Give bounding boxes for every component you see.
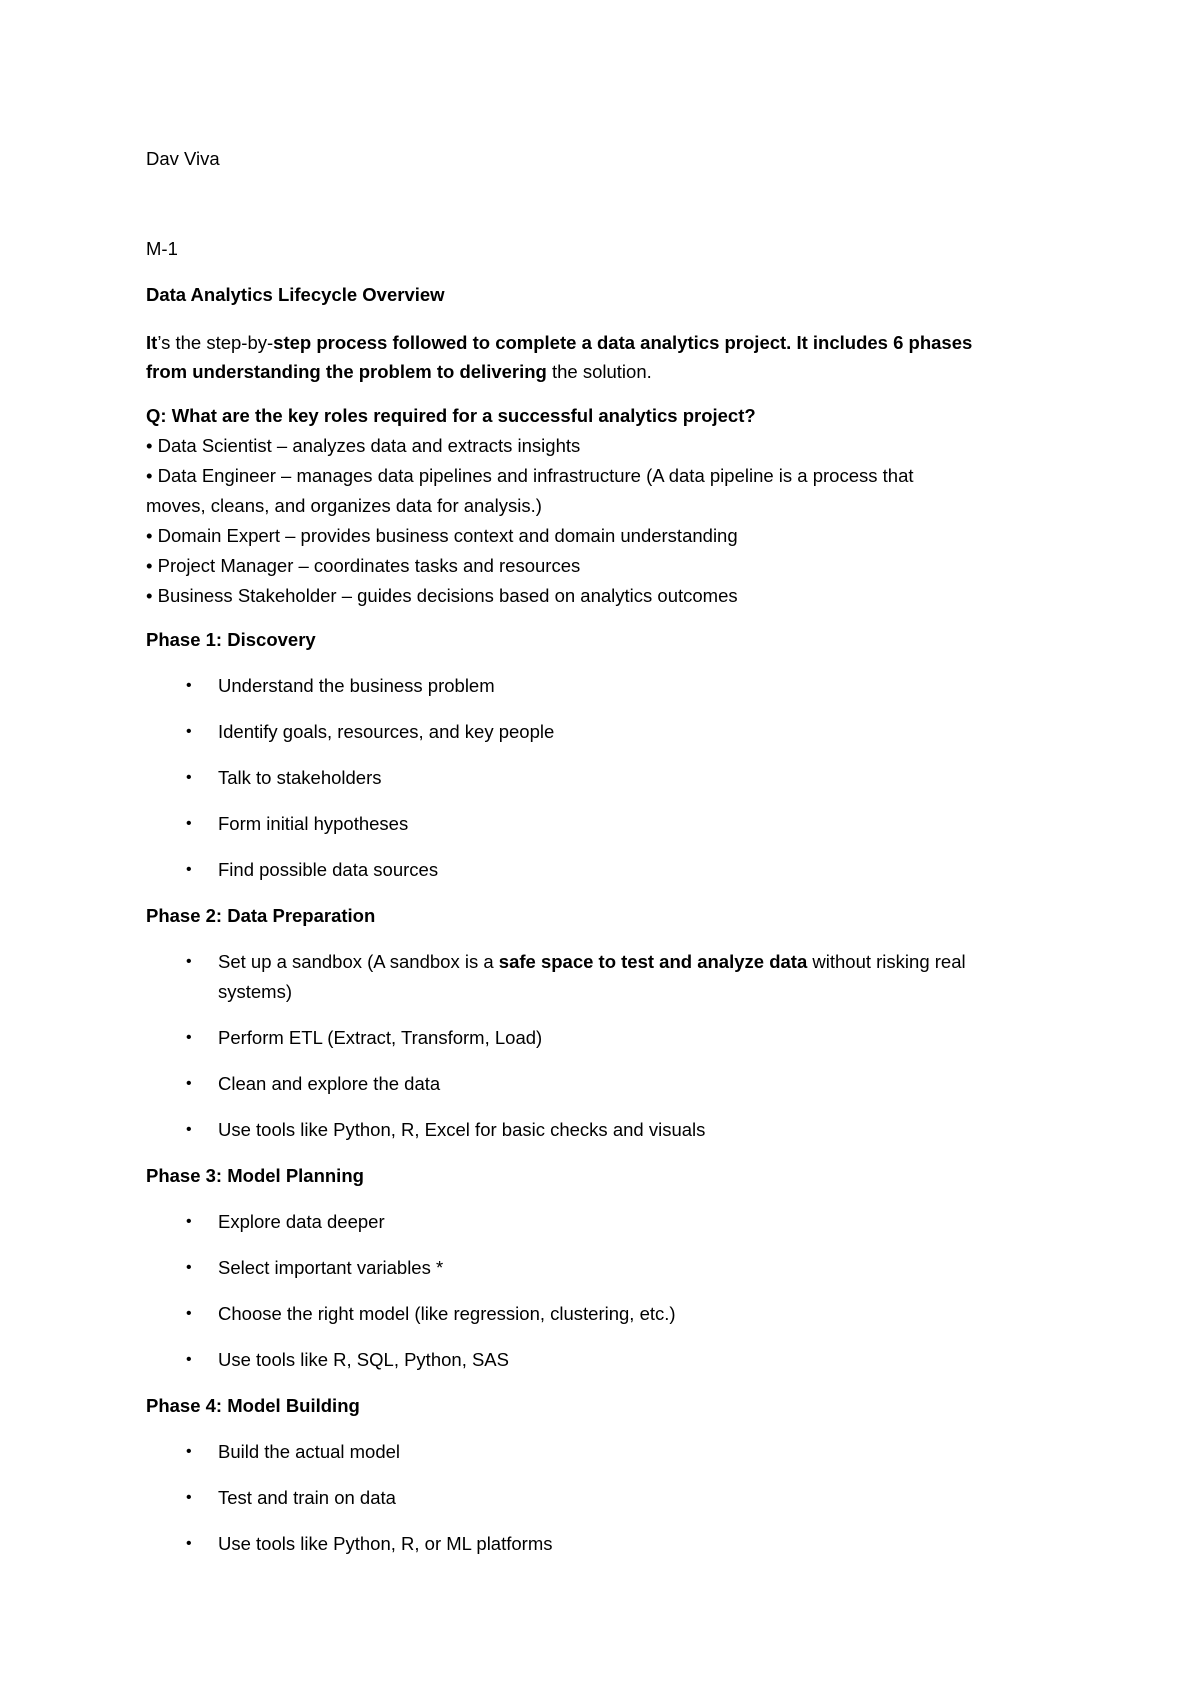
role-item: • Data Engineer – manages data pipelines and infrastructure (A data pipeline is a process that [146, 465, 914, 486]
bullet-icon: • [186, 677, 192, 694]
module-label: M-1 [146, 238, 178, 259]
intro-tail: the solution. [546, 361, 652, 382]
bullet-icon: • [186, 861, 192, 878]
phase-3-title: Phase 3: Model Planning [146, 1165, 364, 1186]
role-item-continuation: moves, cleans, and organizes data for analysis.) [146, 495, 542, 516]
bullet-icon: • [186, 1029, 192, 1046]
section-title: Data Analytics Lifecycle Overview [146, 284, 445, 305]
bullet-icon: • [186, 723, 192, 740]
bullet-icon: • [186, 1213, 192, 1230]
bullet-icon: • [186, 1259, 192, 1276]
role-item: • Project Manager – coordinates tasks and resources [146, 555, 581, 576]
sandbox-emphasis: safe space to test and analyze data [498, 951, 808, 972]
intro-bold-main: step process followed to complete a data analytics project. It includes 6 phases [273, 332, 973, 353]
bullet-icon: • [186, 815, 192, 832]
bullet-icon: • [186, 769, 192, 786]
intro-bold-end: from understanding the problem to delivering [146, 361, 547, 382]
intro-bold-start: It [146, 332, 158, 353]
phase-4-title: Phase 4: Model Building [146, 1395, 360, 1416]
bullet-icon: • [186, 1351, 192, 1368]
bullet-icon: • [186, 1075, 192, 1092]
roles-question: Q: What are the key roles required for a successful analytics project? [146, 405, 756, 426]
bullet-icon: • [186, 1535, 192, 1552]
intro-normal: ’s the step-by- [157, 332, 274, 353]
phase-2-title: Phase 2: Data Preparation [146, 905, 376, 926]
bullet-icon: • [186, 1489, 192, 1506]
bullet-icon: • [186, 1305, 192, 1322]
document-page: Dav Viva M-1 Data Analytics Lifecycle Overview It’s the step-by-step process followed to complete a data analytics project. It includes 6 phases from understanding the problem to delivering the solution. Q: What are the key roles required for a successful analytics project? • Data Scientist – analyzes data and extracts insights • Data Engineer – manages data pipelines and infrastructure (A data pipeline is a process that moves, cleans, and organizes data for analysis.) • Domain Expert – provides business context and domain understanding • Project Manager – coordinates tasks and resources • Business Stakeholder – guides decisions based on analytics outcomes Phase 1: Discovery • Understand the business problem • Identify goals, resources, and key people • Talk to stakeholders • Form initial hypotheses • Find possible data sources Phase 2: Data Preparation • Set up a sandbox (A sandbox is a safe space to test and analyze data without risking real systems) • Perform ETL (Extract, Transform, Load) • Clean and explore the data • Use tools like Python, R, Excel for basic checks and visuals Phase 3: Model Planning • Explore data deeper • Select important variables * • Choose the right model (like regression, clustering, etc.) • Use tools like R, SQL, Python, SAS Phase 4: Model Building • Build the actual model • Test and train on data • Use tools like Python, R, or ML platforms [0, 0, 1200, 1696]
bullet-icon: • [186, 1121, 192, 1138]
bullet-icon: • [186, 1443, 192, 1460]
bullet-icon: • [186, 953, 192, 970]
role-item: • Domain Expert – provides business context and domain understanding [146, 525, 738, 546]
intro-line-2 [146, 357, 652, 387]
phase-1-title: Phase 1: Discovery [146, 629, 316, 650]
author-name: Dav Viva [146, 148, 220, 169]
role-item: • Data Scientist – analyzes data and extracts insights [146, 435, 581, 456]
intro-line-1 [146, 328, 972, 358]
role-item: • Business Stakeholder – guides decisions based on analytics outcomes [146, 585, 738, 606]
